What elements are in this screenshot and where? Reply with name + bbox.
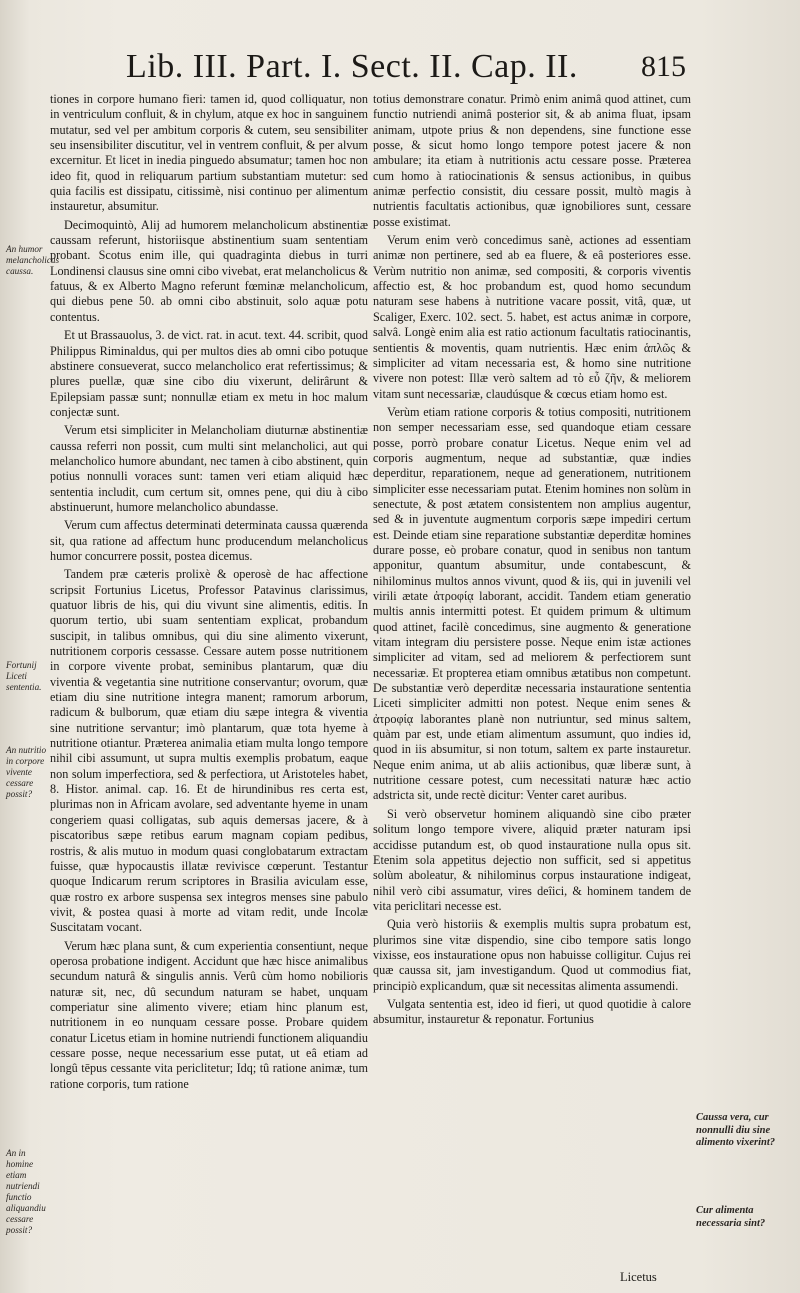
paragraph: Tandem præ cæteris prolixè & operosè de hac affectione scripsit Fortunius Licetus, Professor Patavinus clarissimus, quatuor libris de his, qui diu vivunt sine alimentis, editis. In quorum tertio, ubi suam sententiam explicat, probandum suscipit, in talibus omnibus, qui diu sine alimento vixerunt, nutritionem corporis cessasse. Cessare autem posse nutritionem in corpore vivente probat, seminibus plantarum, quæ diu viventia & vegetantia sine nutritione conservantur; ovorum, quæ etiam diu sine nutritione integra manent; ramorum arborum, radicum & bulborum, quæ etiam diu sæpe integra & viventia sine nutritione servantur; imò plantarum, quæ tota hyeme à nutritione otiantur. Præterea animalia etiam multa longo tempore nihil cibi assumunt, ut supra multis exemplis probatum, eaque non solum imperfectiora, sed & perfectiora, ut Aristoteles habet, 8. Histor. animal. cap. 16. Et de hirundinibus res certa est, plurimas non in Africam avolare, sed adventante hyeme in unam congeriem quasi colligatas, sub aquis demersas jacere, & à piscatoribus sæpe retibus earum magnam copiam pedibus, rostris, & alis mutuo in modum quasi conglobatarum extractam fuisse, quæ hypocaustis illatæ revivisce cœperunt. Testantur quoque Indicarum rerum scriptores in Brasilia aviculam esse, quæ rostro ex arbore suspensa sex integros menses sine pabulo vivit, & postea quasi à morte ad vitam redit, unde Incolæ Suscitatam vocant. bbox=[50, 567, 368, 935]
paragraph: tiones in corpore humano fieri: tamen id, quod colliquatur, non in ventriculum confluit, & in chylum, atque ex hoc in sanguinem mutatur, sed vel per ambitum corporis & cutem, seu sensibiliter seu insensibiliter discutitur, vel in ventrem confluit, & per alvum excernitur. Et licet in inedia pinguedo absumatur; tamen hoc non ideo fit, quod in reliquarum partium substantiam mutetur: sed quia facilis est dissipatu, citissimè, nisi continuo per alimentum instauretur, absumitur. bbox=[50, 92, 368, 214]
header-title: Lib. III. Part. I. Sect. II. Cap. II. bbox=[126, 48, 578, 85]
paragraph: Verum cum affectus determinati determinata caussa quærenda sit, qua ratione ad affectum hunc producendum melancholicus humor concurrere possit, postea dicemus. bbox=[50, 518, 368, 563]
paragraph: Verum etsi simpliciter in Melancholiam diuturnæ abstinentiæ caussa referri non possit, cum multi sint melancholici, aut qui melancholico humore abundant, nec tamen à cibo abstinent, quin potius nonnulli voraces sunt: tamen veri etiam aliquid hæc sententia includit, cum certum sit, omnes pene, qui diu à cibo abstinuerunt, humore melancholico abundasse. bbox=[50, 423, 368, 514]
margin-note: Cur alimenta necessaria sint? bbox=[696, 1205, 766, 1229]
margin-note: An nutritio in corpore vivente cessare possit? bbox=[6, 745, 47, 799]
paragraph: Si verò observetur hominem aliquandò sine cibo præter solitum longo tempore vivere, aliquid præter naturam ipsi accidisse putandum est, ob quod instauratione nulla opus sit. Etenim sola appetitus dejectio non sufficit, sed si appetitus solùm aboleatur, & nihilominus corpus instauratione indigeat, nihil verò cibi assumatur, vires deîici, & hominem tandem de vita periclitari necesse est. bbox=[373, 806, 691, 913]
running-header bbox=[126, 44, 686, 90]
margin-note: An in homine etiam nutriendi functio aliquandiu cessare possit? bbox=[6, 1148, 46, 1235]
margin-note: An humor melancholicus caussa. bbox=[6, 244, 60, 276]
catchword: Licetus bbox=[620, 1270, 657, 1284]
paragraph: Quia verò historiis & exemplis multis supra probatum est, plurimos sine vitæ dispendio, sine cibo tempore satis longo vixisse, eos instauratione opus non habuisse colligitur. Cujus rei quæ caussa sit, jam investigandum. Quod ut commodius fiat, principiò explicandum, quæ sit necessitas alimenta assumendi. bbox=[373, 917, 691, 993]
paragraph: totius demonstrare conatur. Primò enim animâ quod attinet, cum functio nutriendi animâ posterior sit, & ab anima fluat, ipsam animam, utpote prius & non dependens, sine functione esse posse, & sicut homo longo tempore potest jacere & non ambulare; ita etiam à nutritionis actu cessare posse. Præterea cum homo à ratiocinationis & sensus actionibus, in quibus animæ perfectio consistit, diu cessare possit, multò magis à nutrientis facultatis actionibus, quæ ignobiliores sunt, cessare posse existimat. bbox=[373, 92, 691, 229]
left-column bbox=[50, 92, 368, 1252]
paragraph: Et ut Brassauolus, 3. de vict. rat. in acut. text. 44. scribit, quod Philippus Riminaldus, qui per multos dies ab omni cibo potuque abstinere consueverat, succo melancholico erat refertissimus; & plures puellæ, quæ sine cibo diu vixerunt, delirârunt & Epilepsiam passæ sunt; nonnullæ etiam ex metu in hoc malum conjectæ sunt. bbox=[50, 328, 368, 419]
page-number: 815 bbox=[641, 50, 686, 83]
paragraph: Verum enim verò concedimus sanè, actiones ad essentiam animæ non pertinere, sed ab ea fluere, & eâ posteriores esse. Verùm nutritio non animæ, sed compositi, & corporis viventis affectio est, & hoc probandum est, quod homo secundum naturam sese habens à nutritione vacare possit, vitâ, quæ, ut Scaliger, Exerc. 102. sect. 5. habet, est actus animæ in corpore, salvâ. Longè enim alia est ratio actionum facultatis ratiocinantis, sentientis & moventis, quam nutrientis. Hæc enim ἁπλῶς & simpliciter ad vitam necessaria est, & homo sine nutritione vivere non potest: Illæ verò saltem ad τὸ εὖ ζῆν, & meliorem vitam sunt necessariæ, claudúsque & cœcus etiam homo est. bbox=[373, 233, 691, 401]
margin-note: Fortunij Liceti sententia. bbox=[6, 660, 42, 692]
paragraph: Decimoquintò, Alij ad humorem melancholicum abstinentiæ caussam referunt, historiisque abstinentium suam sententiam probant. Scotus enim ille, qui quadraginta diebus in turri Londinensi clausus sine omni cibo vivebat, erat melancholicus & fatuus, & ex Alberto Magno referunt fœminæ melancholicum, qui diebus pene 50. ab omni cibo abstinuit, solo aquæ potu contentus. bbox=[50, 217, 368, 324]
paragraph: Vulgata sententia est, ideo id fieri, ut quod quotidie à calore absumitur, instauretur & reponatur. Fortunius bbox=[373, 996, 691, 1027]
margin-note: Caussa vera, cur nonnulli diu sine alimento vixerint? bbox=[696, 1112, 776, 1148]
right-column bbox=[373, 92, 691, 1282]
paragraph: Verum hæc plana sunt, & cum experientia consentiunt, neque operosa probatione indigent. Accidunt que hæc hisce animalibus secundum naturâ & singulis annis. Verû cùm homo nobilioris naturæ sit, nec, dû secundum naturam se habet, unquam comperiatur sine alimento vivere; etiam hinc planum est, nutritionem in eo nunquam cessare posse. Probare quidem conatur Licetus etiam in homine nutriendi functionem aliquandiu cessare posse, neque necessarium esse putat, ut eâ etiam ad longû tēpus cessante vita periclitetur; Idq; tû ratione animæ, tum ratione corporis, tum ratione bbox=[50, 938, 368, 1091]
paragraph: Verùm etiam ratione corporis & totius compositi, nutritionem non semper necessariam esse, sed quandoque etiam cessare posse, porrò probare conatur Licetus. Neque enim vel ad corporis augmentum, neque ad substantiæ, quæ indies deperditur, reparationem, neque ad generationem, nutritionem simpliciter esse necessariam putat. Etenim homines non solùm in senectute, & post ætatem consistentem non amplius augentur, sed & in juventute augmentum corporis sæpe impediri certum est. Deinde etiam sine reparatione substantiæ deperditæ homines durare posse, eò probare conatur, quod in senibus non tantum apponitur, quantum absumitur, unde contabescunt, & nihilominus multos annos vivunt, quod & iis, qui in juvenili vel virili ætate ἀτροφίᾳ laborant, accidit. Tandem etiam generatio multis annis intermitti potest. Et quidem primum & ultimum quod attinet, facilè concedimus, sine augmento & generatione vitam integram diu persistere posse. Neque enim istæ actiones simpliciter ad vitam, sed ad meliorem & perfectiorem sunt necessariæ. Et propterea etiam omnibus ætatibus non competunt. De substantiæ verò deperditæ necessaria instauratione sententia Liceti simpliciter admitti non potest. Neque enim senes & ἀτροφίᾳ laborantes planè non nutriuntur, sed minus saltem, quàm par est, unde etiam alimentum assumunt, quo indies id, quod in iis absumitur, si non totum, saltem ex parte instauretur. Neque enim anima, ut ab aliis actionibus, quæ liberæ sunt, à nutritione cessare potest, cum necessitati naturæ hæc actio adstricta sit, unde rectè dicitur: Venter caret auribus. bbox=[373, 404, 691, 803]
